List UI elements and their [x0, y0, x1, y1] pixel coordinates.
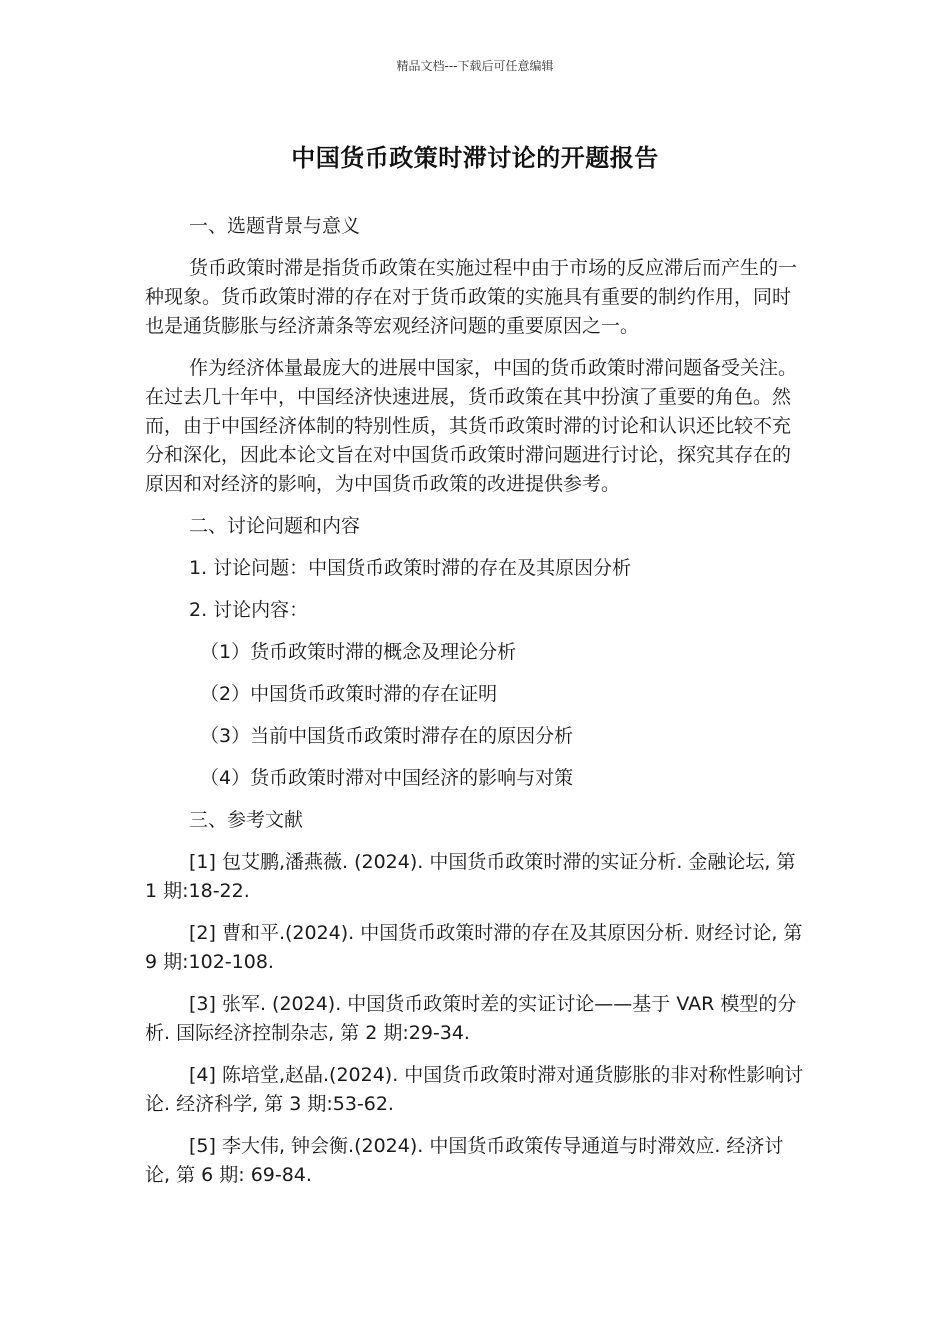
document-title: 中国货币政策时滞讨论的开题报告	[291, 144, 659, 172]
research-content-item: 2. 讨论内容：	[189, 599, 309, 621]
reference-item-2: [2] 曹和平.(2024). 中国货币政策时滞的存在及其原因分析. 财经讨论, 第 9 期:102-108.	[145, 922, 803, 973]
reference-item-4: [4] 陈培堂,赵晶.(2024). 中国货币政策时滞对通货膨胀的非对称性影响讨论. 经济科学, 第 3 期:53-62.	[145, 1064, 804, 1115]
reference-item-3: [3] 张军. (2024). 中国货币政策时差的实证讨论——基于 VAR 模型的分析. 国际经济控制杂志, 第 2 期:29-34.	[145, 993, 797, 1044]
research-question-item: 1. 讨论问题：中国货币政策时滞的存在及其原因分析	[189, 557, 632, 579]
research-subitem-4: （4）货币政策时滞对中国经济的影响与对策	[200, 767, 574, 789]
research-subitem-2: （2）中国货币政策时滞的存在证明	[200, 683, 498, 705]
reference-item-1: [1] 包艾鹏,潘燕薇. (2024). 中国货币政策时滞的实证分析. 金融论坛, 第 1 期:18-22.	[145, 851, 796, 902]
header-note: 精品文档---下载后可任意编辑	[396, 59, 554, 73]
section-heading-references: 三、参考文献	[189, 809, 304, 831]
paragraph-background-2: 作为经济体量最庞大的进展中国家，中国的货币政策时滞问题备受关注。在过去几十年中，中国经济快速进展，货币政策在其中扮演了重要的角色。然而，由于中国经济体制的特别性质，其货币政策时滞的讨论和认识还比较不充分和深化，因此本论文旨在对中国货币政策时滞问题进行讨论，探究其存在的原因和对经济的影响，为中国货币政策的改进提供参考。	[145, 357, 798, 495]
document-body	[145, 212, 805, 1203]
section-heading-research: 二、讨论问题和内容	[189, 515, 361, 537]
reference-item-5: [5] 李大伟, 钟会衡.(2024). 中国货币政策传导通道与时滞效应. 经济讨论, 第 6 期: 69-84.	[145, 1135, 784, 1186]
research-subitem-3: （3）当前中国货币政策时滞存在的原因分析	[200, 725, 574, 747]
paragraph-background-1: 货币政策时滞是指货币政策在实施过程中由于市场的反应滞后而产生的一种现象。货币政策时滞的存在对于货币政策的实施具有重要的制约作用，同时也是通货膨胀与经济萧条等宏观经济问题的重要原因之一。	[145, 257, 798, 337]
research-subitem-1: （1）货币政策时滞的概念及理论分析	[200, 641, 517, 663]
section-heading-background: 一、选题背景与意义	[189, 215, 361, 237]
